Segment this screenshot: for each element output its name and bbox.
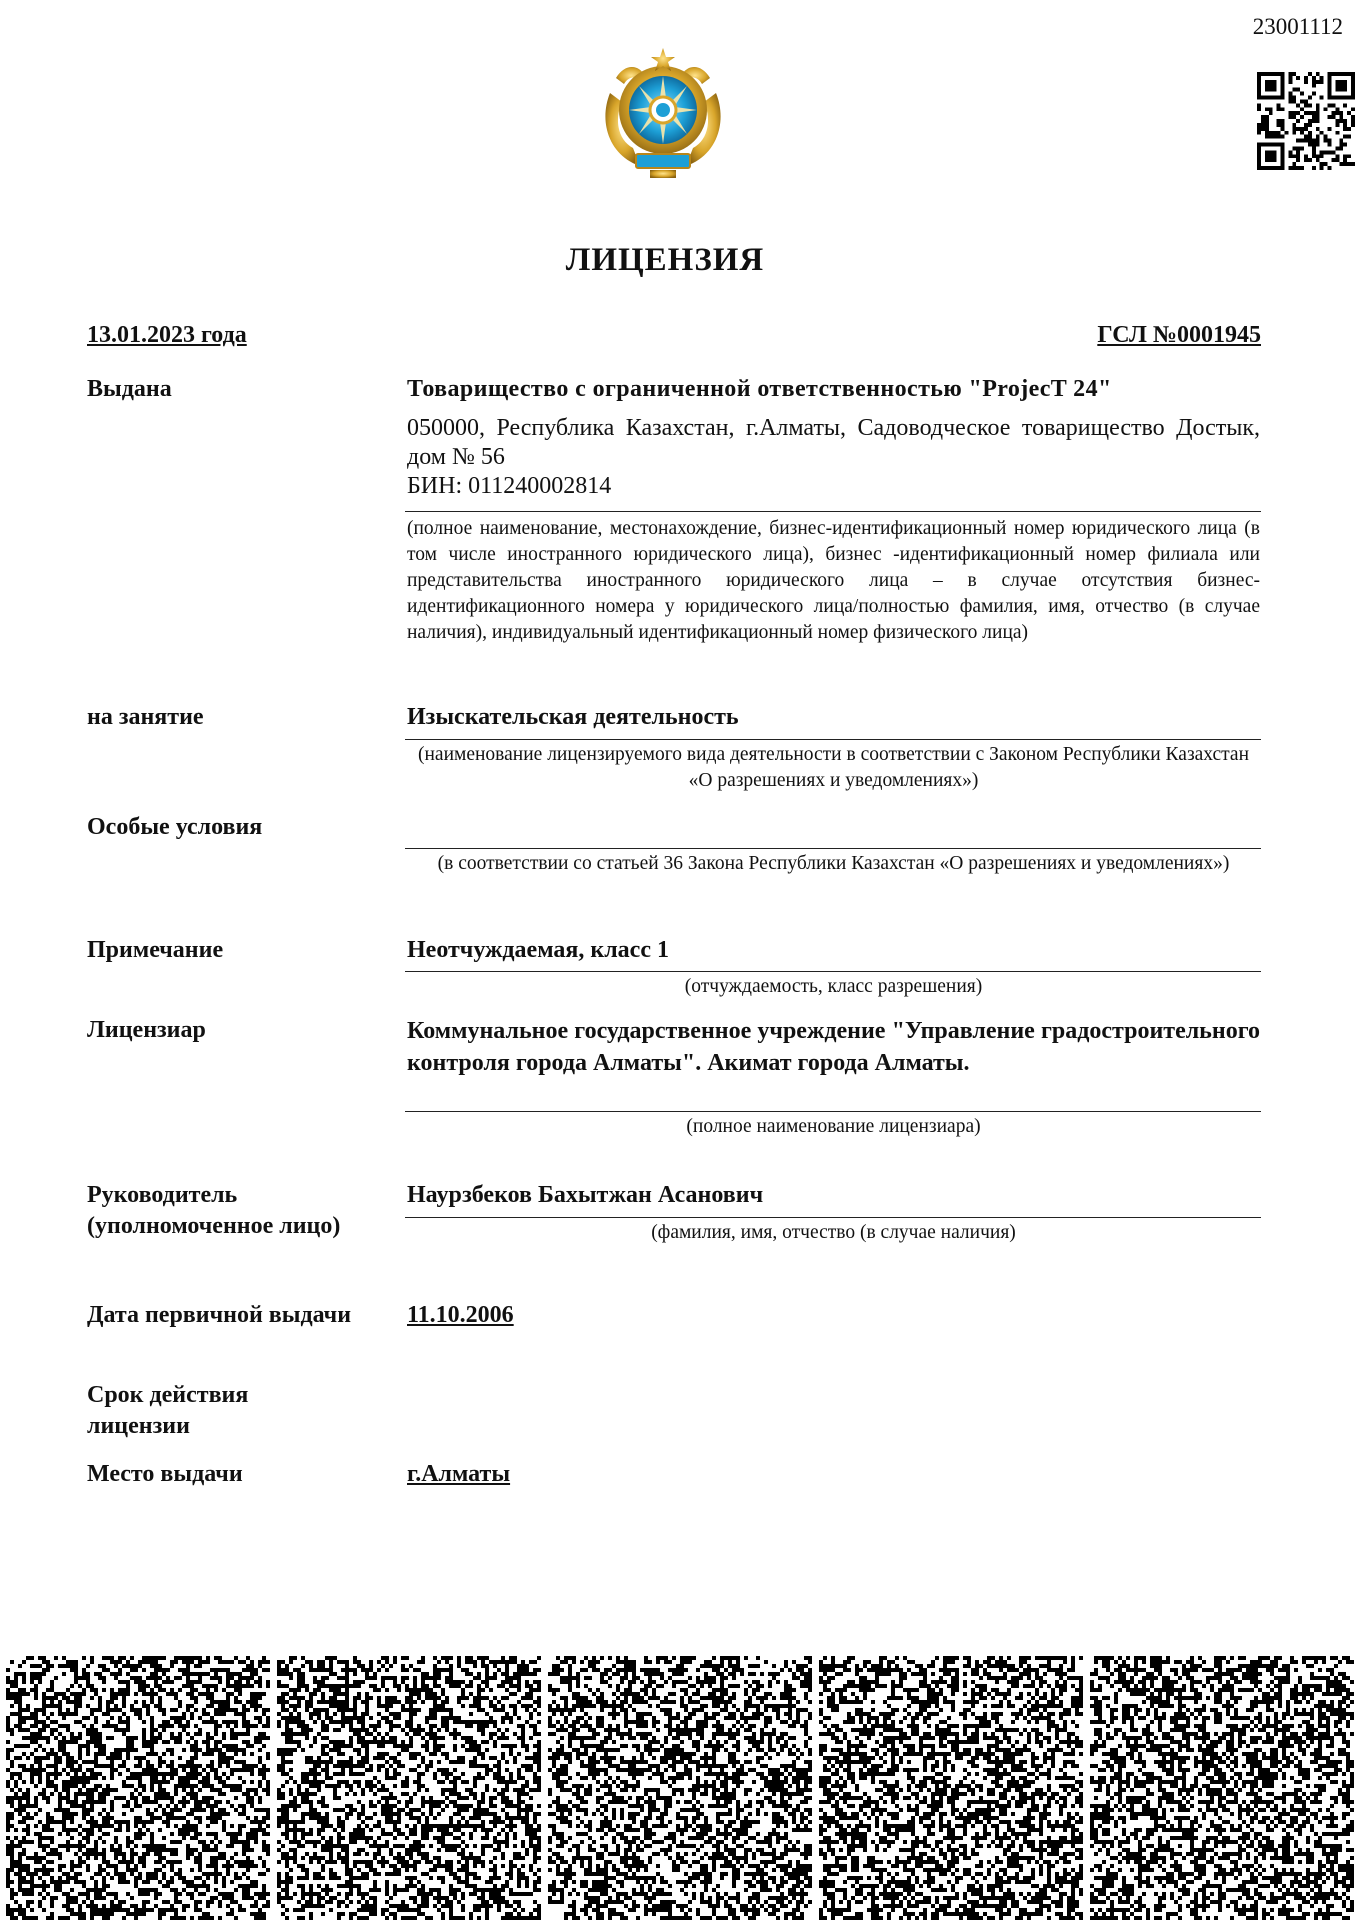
document-title: ЛИЦЕНЗИЯ xyxy=(565,242,765,278)
place-label: Место выдачи xyxy=(87,1461,243,1487)
license-number: ГСЛ №0001945 xyxy=(1097,322,1261,348)
head-label-line-1: Руководитель xyxy=(87,1182,238,1208)
conditions-hint: (в соответствии со статьей 36 Закона Республики Казахстан «О разрешениях и уведомлениях») xyxy=(437,853,1230,874)
licensor-hint: (полное наименование лицензиара) xyxy=(686,1116,981,1137)
licensor-value: Коммунальное государственное учреждение "Управление градостроительного контроля города Алматы". Акимат города Алматы. xyxy=(407,1018,1260,1076)
state-emblem-icon xyxy=(588,38,738,188)
note-label: Примечание xyxy=(87,937,224,963)
note-value: Неотчуждаемая, класс 1 xyxy=(407,937,669,963)
licensor-rule xyxy=(405,1111,1261,1112)
document-number: 23001112 xyxy=(1252,14,1343,39)
first-issue-label: Дата первичной выдачи xyxy=(87,1302,352,1328)
note-hint: (отчуждаемость, класс разрешения) xyxy=(684,976,983,997)
qr-code-icon xyxy=(1257,72,1355,170)
head-hint: (фамилия, имя, отчество (в случае наличия) xyxy=(651,1222,1016,1243)
qr-code-block-icon xyxy=(1090,1656,1354,1920)
conditions-rule xyxy=(405,848,1261,849)
issued-address: 050000, Республика Казахстан, г.Алматы, Садоводческое товарищество Достык, дом № 56 xyxy=(407,415,1260,470)
qr-code-block-icon xyxy=(819,1656,1083,1920)
conditions-label: Особые условия xyxy=(87,814,263,840)
note-rule xyxy=(405,971,1261,972)
head-rule xyxy=(405,1217,1261,1218)
qr-code-block-icon xyxy=(548,1656,812,1920)
validity-label-line-1: Срок действия xyxy=(87,1382,249,1408)
issued-bin: БИН: 011240002814 xyxy=(407,473,612,499)
qr-code-block-icon xyxy=(6,1656,270,1920)
activity-label: на занятие xyxy=(87,704,204,730)
validity-label xyxy=(87,1380,248,1442)
issued-rule xyxy=(405,511,1261,512)
place-value: г.Алматы xyxy=(407,1461,511,1487)
issued-name: Товарищество с ограниченной ответственностью "ProjecT 24" xyxy=(407,376,1112,402)
first-issue-value: 11.10.2006 xyxy=(407,1302,514,1328)
issued-label: Выдана xyxy=(87,376,172,402)
head-value: Наурзбеков Бахытжан Асанович xyxy=(407,1182,764,1208)
head-label xyxy=(87,1180,340,1242)
activity-value: Изыскательская деятельность xyxy=(407,704,739,730)
issued-hint: (полное наименование, местонахождение, бизнес-идентификационный номер юридического лица (в том числе иностранного юридического лица), бизнес -идентификационный номер филиала или представительства иностранного юридического лица – в случае отсутствия бизнес-идентификационного номера у юридического лица/полностью фамилия, имя, отчество (в случае наличия), индивидуальный идентификационный номер физического лица) xyxy=(407,518,1260,643)
qr-code-block-icon xyxy=(277,1656,541,1920)
head-label-line-2: (уполномоченное лицо) xyxy=(87,1213,341,1239)
activity-hint: (наименование лицензируемого вида деятельности в соответствии с Законом Республики Казахстан «О разрешениях и уведомлениях») xyxy=(417,744,1250,791)
issue-date: 13.01.2023 года xyxy=(87,322,247,348)
activity-rule xyxy=(405,739,1261,740)
licensor-label: Лицензиар xyxy=(87,1017,206,1043)
validity-label-line-2: лицензии xyxy=(87,1413,190,1439)
